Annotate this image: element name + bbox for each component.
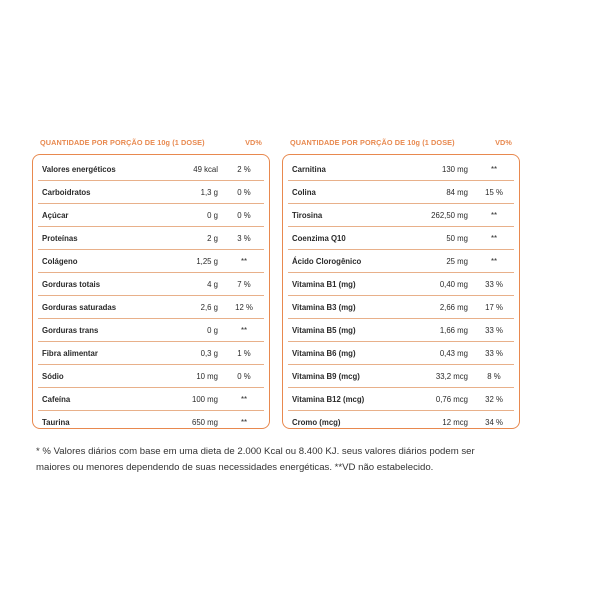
nutrient-amount: 1,25 g [196, 256, 218, 266]
table-row [288, 250, 514, 273]
nutrient-amount: 2 g [207, 233, 218, 243]
nutrient-amount: 650 mg [191, 417, 218, 427]
nutrient-name: Taurina [42, 417, 70, 427]
nutrient-amount: 4 g [207, 279, 218, 289]
table-row [288, 158, 514, 181]
nutrient-name: Vitamina B12 (mcg) [292, 394, 365, 404]
table-row [38, 273, 264, 296]
table-row [288, 181, 514, 204]
nutrient-amount: 1,66 mg [439, 325, 468, 335]
nutrient-vd: ** [490, 256, 498, 266]
nutrient-name: Gorduras totais [42, 279, 101, 289]
nutrient-name: Sódio [42, 371, 64, 381]
table-row [38, 342, 264, 365]
footnote-line-1: * % Valores diários com base em uma dieta de 2.000 Kcal ou 8.400 KJ. seus valores diários podem ser [36, 446, 475, 457]
table-row [288, 227, 514, 250]
nutrient-vd: 3 % [237, 233, 251, 243]
table-row [38, 250, 264, 273]
nutrient-amount: 0,3 g [200, 348, 218, 358]
footnote [36, 444, 556, 476]
nutrient-name: Valores energéticos [42, 164, 116, 174]
nutrient-amount: 0,43 mg [439, 348, 468, 358]
table-row [38, 411, 264, 433]
table-row [38, 319, 264, 342]
nutrient-vd: 33 % [485, 348, 503, 358]
nutrient-vd: 17 % [485, 302, 503, 312]
nutrient-name: Coenzima Q10 [292, 233, 346, 243]
nutrient-amount: 50 mg [446, 233, 468, 243]
nutrient-name: Fibra alimentar [42, 348, 98, 358]
nutrient-name: Vitamina B9 (mcg) [292, 371, 360, 381]
nutrient-name: Colina [292, 187, 316, 197]
table-row [38, 388, 264, 411]
nutrient-vd: 0 % [237, 210, 251, 220]
nutrient-vd: 0 % [237, 371, 251, 381]
table-row [288, 319, 514, 342]
table-box [282, 154, 520, 429]
table-row [288, 388, 514, 411]
nutrient-name: Açúcar [42, 210, 69, 220]
table-header [282, 134, 520, 150]
nutrient-amount: 0,40 mg [439, 279, 468, 289]
nutrient-vd: ** [490, 164, 498, 174]
header-vd-label: VD% [245, 137, 262, 147]
nutrient-amount: 0 g [207, 325, 218, 335]
nutrient-vd: ** [490, 210, 498, 220]
table-row [288, 273, 514, 296]
nutrient-amount: 2,66 mg [439, 302, 468, 312]
nutrient-vd: 32 % [485, 394, 503, 404]
nutrient-name: Vitamina B3 (mg) [292, 302, 356, 312]
nutrition-table-left [32, 134, 270, 429]
table-row [288, 296, 514, 319]
nutrient-vd: ** [490, 233, 498, 243]
nutrient-amount: 25 mg [446, 256, 468, 266]
nutrient-vd: 8 % [487, 371, 501, 381]
footnote-line-2: maiores ou menores dependendo de suas necessidades energéticas. **VD não estabelecido. [36, 462, 434, 473]
nutrient-vd: ** [240, 417, 248, 427]
nutrient-vd: 33 % [485, 325, 503, 335]
nutrient-vd: 1 % [237, 348, 251, 358]
table-row [38, 227, 264, 250]
table-row [38, 181, 264, 204]
nutrient-name: Carnitina [292, 164, 326, 174]
nutrient-vd: ** [240, 325, 248, 335]
nutrient-vd: ** [240, 394, 248, 404]
nutrient-amount: 49 kcal [193, 164, 218, 174]
nutrient-amount: 12 mcg [442, 417, 468, 427]
header-vd-label: VD% [495, 137, 512, 147]
nutrient-name: Gorduras trans [42, 325, 99, 335]
header-portion-label: QUANTIDADE POR PORÇÃO DE 10g (1 DOSE) [290, 137, 455, 147]
nutrient-amount: 33,2 mcg [435, 371, 468, 381]
table-row [38, 158, 264, 181]
nutrient-name: Gorduras saturadas [42, 302, 117, 312]
nutrient-amount: 130 mg [441, 164, 468, 174]
table-box [32, 154, 270, 429]
nutrient-vd: 15 % [485, 187, 503, 197]
nutrient-vd: ** [240, 256, 248, 266]
table-row [38, 365, 264, 388]
table-row [288, 342, 514, 365]
table-header [32, 134, 270, 150]
table-row [38, 296, 264, 319]
nutrient-name: Ácido Clorogênico [292, 256, 362, 266]
nutrient-amount: 0 g [207, 210, 218, 220]
nutrient-vd: 0 % [237, 187, 251, 197]
nutrient-name: Vitamina B5 (mg) [292, 325, 356, 335]
nutrient-amount: 2,6 g [200, 302, 218, 312]
nutrient-name: Tirosina [292, 210, 323, 220]
nutrient-name: Vitamina B6 (mg) [292, 348, 356, 358]
nutrient-amount: 84 mg [446, 187, 468, 197]
header-portion-label: QUANTIDADE POR PORÇÃO DE 10g (1 DOSE) [40, 137, 205, 147]
nutrient-amount: 10 mg [196, 371, 218, 381]
nutrient-vd: 2 % [237, 164, 251, 174]
nutrient-vd: 7 % [237, 279, 251, 289]
nutrient-amount: 1,3 g [200, 187, 218, 197]
nutrient-vd: 34 % [485, 417, 503, 427]
nutrient-vd: 33 % [485, 279, 503, 289]
nutrient-amount: 262,50 mg [431, 210, 468, 220]
nutrient-amount: 100 mg [191, 394, 218, 404]
table-row [38, 204, 264, 227]
nutrient-name: Cafeína [42, 394, 71, 404]
nutrient-vd: 12 % [235, 302, 253, 312]
nutrient-name: Carboidratos [42, 187, 91, 197]
nutrient-name: Cromo (mcg) [292, 417, 341, 427]
nutrition-table-right [282, 134, 520, 429]
nutrient-name: Proteínas [42, 233, 78, 243]
nutrient-amount: 0,76 mcg [435, 394, 468, 404]
table-row [288, 365, 514, 388]
table-row [288, 204, 514, 227]
nutrient-name: Colágeno [42, 256, 78, 266]
table-row [288, 411, 514, 433]
nutrient-name: Vitamina B1 (mg) [292, 279, 356, 289]
